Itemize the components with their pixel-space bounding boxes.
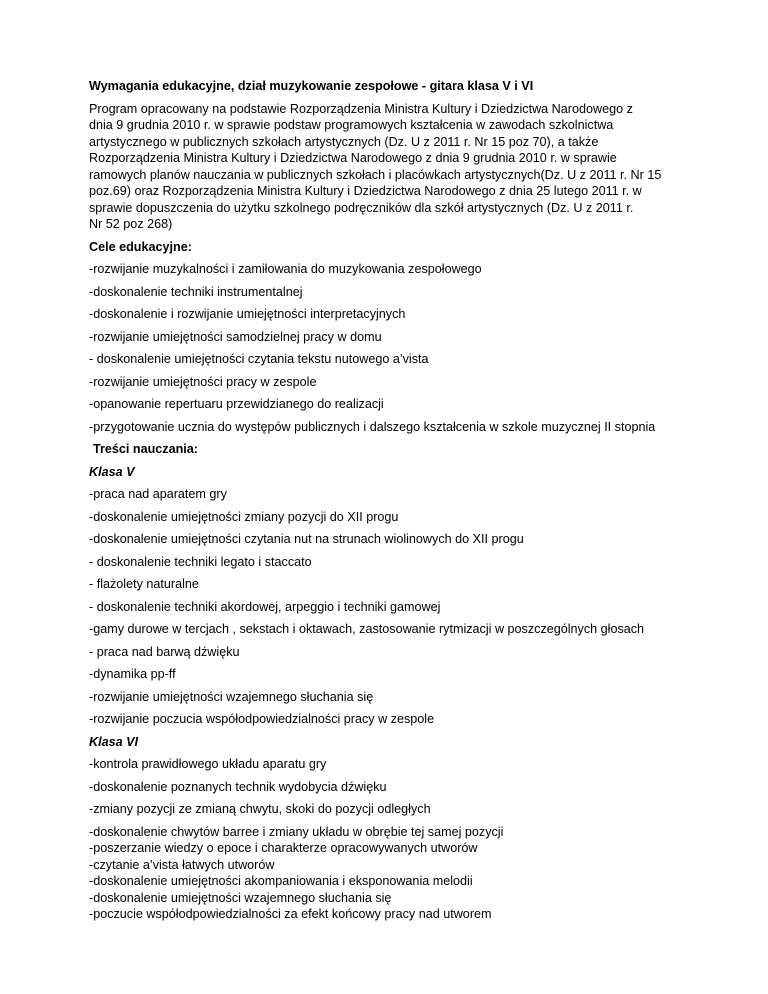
class-vi-heading: Klasa VI [89,734,139,749]
class-vi-item: -doskonalenie umiejętności akompaniowania i eksponowania melodii [89,874,473,888]
intro-line: Program opracowany na podstawie Rozporządzenia Ministra Kultury i Dziedzictwa Narodowego z [89,101,633,116]
goal-item: -rozwijanie umiejętności samodzielnej pracy w domu [89,329,382,344]
goal-item: -doskonalenie techniki instrumentalnej [89,284,303,299]
class-vi-item: -doskonalenie umiejętności wzajemnego słuchania się [89,890,392,905]
class-v-item: -doskonalenie umiejętności czytania nut na strunach wiolinowych do XII progu [89,532,524,546]
class-v-item: -rozwijanie umiejętności wzajemnego słuchania się [89,689,374,704]
class-vi-item: -czytanie a’vista łatwych utworów [89,857,275,872]
class-vi-list [89,756,739,818]
class-v-item: - flażolety naturalne [89,577,199,591]
intro-line: dnia 9 grudnia 2010 r. w sprawie podstaw programowych kształcenia w zawodach szkolnictwa [89,118,614,132]
class-vi-item: -poszerzanie wiedzy o epoce i charakterze opracowywanych utworów [89,841,478,855]
class-vi-item: -doskonalenie poznanych technik wydobycia dźwięku [89,779,387,794]
class-vi-item: -poczucie współodpowiedzialności za efekt końcowy pracy nad utworem [89,907,492,921]
goal-item: -rozwijanie umiejętności pracy w zespole [89,374,317,389]
class-v-item: -dynamika pp-ff [89,667,176,681]
goal-item: -przygotowanie ucznia do występów publicznych i dalszego kształcenia w szkole muzycznej II stopnia [89,419,656,434]
class-vi-compact-list [89,824,739,923]
goal-item: -rozwijanie muzykalności i zamiłowania do muzykowania zespołowego [89,262,482,276]
intro-line: poz.69) oraz Rozporządzenia Ministra Kultury i Dziedzictwa Narodowego z dnia 25 lutego 2011 r. w [89,184,642,198]
class-v-item: -rozwijanie poczucia współodpowiedzialności pracy w zespole [89,712,435,726]
document-title: Wymagania edukacyjne, dział muzykowanie zespołowe - gitara klasa V i VI [89,79,534,93]
class-vi-item: -zmiany pozycji ze zmianą chwytu, skoki do pozycji odległych [89,802,431,816]
class-vi-item: -kontrola prawidłowego układu aparatu gry [89,757,327,771]
document-page [89,78,739,923]
intro-line: ramowych planów nauczania w publicznych szkołach i placówkach artystycznych(Dz. U z 2011 r. Nr 15 [89,167,662,182]
class-v-item: -gamy durowe w tercjach , sekstach i oktawach, zastosowanie rytmizacji w poszczególnych głosach [89,622,645,636]
intro-line: Nr 52 poz 268) [89,217,173,231]
class-v-heading: Klasa V [89,464,135,479]
class-v-item: -doskonalenie umiejętności zmiany pozycji do XII progu [89,509,399,524]
goals-list [89,261,739,435]
intro-line: artystycznego w publicznych szkołach artystycznych (Dz. U z 2011 r. Nr 15 poz 70), a także [89,134,599,149]
goal-item: -doskonalenie i rozwijanie umiejętności interpretacyjnych [89,307,406,321]
goal-item: - doskonalenie umiejętności czytania tekstu nutowego a’vista [89,352,429,366]
class-v-item: - praca nad barwą dźwięku [89,644,240,659]
class-vi-item: -doskonalenie chwytów barree i zmiany układu w obrębie tej samej pozycji [89,824,504,839]
content-heading: Treści nauczania: [93,442,198,456]
intro-paragraph [89,101,739,233]
goal-item: -opanowanie repertuaru przewidzianego do realizacji [89,397,384,411]
class-v-list [89,486,739,728]
class-v-item: - doskonalenie techniki legato i staccato [89,554,312,569]
class-v-item: -praca nad aparatem gry [89,487,227,501]
intro-line: sprawie dopuszczenia do użytku szkolnego podręczników dla szkół artystycznych (Dz. U z 2011 r. [89,200,634,215]
intro-line: Rozporządzenia Ministra Kultury i Dziedzictwa Narodowego z dnia 9 grudnia 2010 r. w sprawie [89,151,617,165]
class-v-item: - doskonalenie techniki akordowej, arpeggio i techniki gamowej [89,599,441,614]
goals-heading: Cele edukacyjne: [89,239,192,254]
